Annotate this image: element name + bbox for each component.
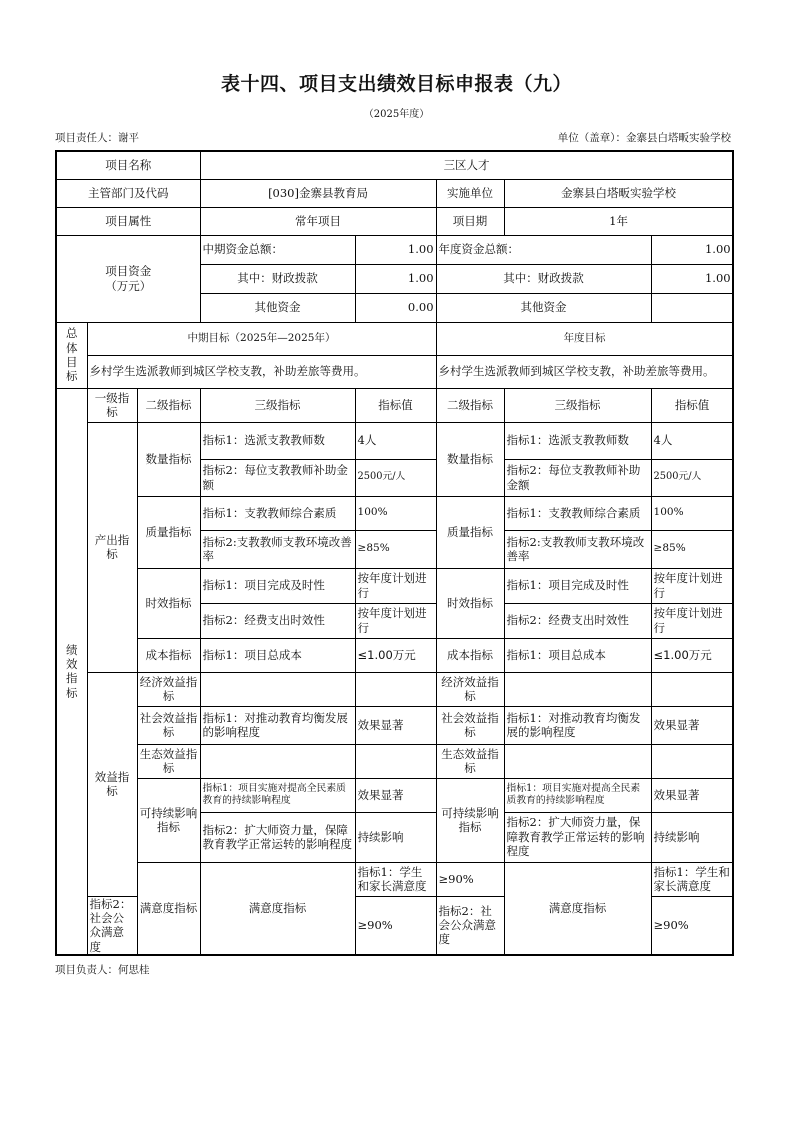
cost-label-right: 成本指标: [436, 638, 504, 672]
empty-cell: [651, 672, 733, 706]
indicator-value: 4人: [355, 422, 436, 459]
indicator-name: 指标1：学生和家长满意度: [355, 862, 436, 896]
benefit-label: 效益指标: [87, 672, 137, 896]
empty-cell: [651, 744, 733, 778]
project-name: 三区人才: [200, 151, 733, 179]
social-label-right: 社会效益指标: [436, 706, 504, 744]
mid-goal-text: 乡村学生选派教师到城区学校支教，补助差旅等费用。: [87, 355, 436, 388]
indicator-name-right: 指标1：项目完成及时性: [504, 568, 651, 603]
indicator-name: 指标1：项目实施对提高全民素质教育的持续影响程度: [200, 778, 355, 812]
mid-other-label: 其他资金: [200, 293, 355, 322]
indicator-value-right: 持续影响: [651, 812, 733, 862]
satisfaction-l1-label: 满意度指标: [137, 862, 200, 955]
project-lead: 项目负责人：何思桂: [55, 964, 150, 976]
header-level3: 三级指标: [200, 388, 355, 422]
dept-label: 主管部门及代码: [56, 179, 200, 207]
empty-cell: [355, 672, 436, 706]
timeliness-label-right: 时效指标: [436, 568, 504, 638]
impl-value: 金寨县白塔畈实验学校: [504, 179, 733, 207]
year-total: 1.00: [651, 235, 733, 264]
mid-total: 1.00: [355, 235, 436, 264]
header-value: 指标值: [355, 388, 436, 422]
satisfaction-l2-label: 满意度指标: [200, 862, 355, 955]
header-level2: 二级指标: [137, 388, 200, 422]
responsible-person: 项目责任人：谢平: [55, 132, 139, 144]
empty-cell: [200, 744, 355, 778]
indicator-value-right: ≤1.00万元: [651, 638, 733, 672]
indicator-name: 指标1：项目总成本: [200, 638, 355, 672]
year-goal-text: 乡村学生选派教师到城区学校支教，补助差旅等费用。: [436, 355, 733, 388]
header-level3-right: 三级指标: [504, 388, 651, 422]
indicators-label: 绩 效 指 标: [56, 388, 87, 955]
ecological-label-right: 生态效益指标: [436, 744, 504, 778]
indicator-value-right: ≥85%: [651, 530, 733, 568]
indicator-value: 100%: [355, 496, 436, 530]
indicator-name-right: 指标2：扩大师资力量，保障教育教学正常运转的影响程度: [504, 812, 651, 862]
sustainable-label: 可持续影响指标: [137, 778, 200, 862]
indicator-name: 指标1：支教教师综合素质: [200, 496, 355, 530]
indicator-name: 指标1：对推动教育均衡发展的影响程度: [200, 706, 355, 744]
indicator-name: 指标2:支教教师支教环境改善率: [200, 530, 355, 568]
indicator-value-right: 效果显著: [651, 778, 733, 812]
header-level1: 一级指标: [87, 388, 137, 422]
social-label: 社会效益指标: [137, 706, 200, 744]
economic-label: 经济效益指标: [137, 672, 200, 706]
indicator-value: 效果显著: [355, 706, 436, 744]
period-value: 1年: [504, 207, 733, 235]
output-label: 产出指标: [87, 422, 137, 672]
performance-table: [55, 150, 734, 956]
quantity-label-right: 数量指标: [436, 422, 504, 496]
indicator-value: ≥85%: [355, 530, 436, 568]
indicator-value-right: 100%: [651, 496, 733, 530]
mid-other: 0.00: [355, 293, 436, 322]
ecological-label: 生态效益指标: [137, 744, 200, 778]
page-title: 表十四、项目支出绩效目标申报表（九）: [220, 73, 572, 95]
impl-label: 实施单位: [436, 179, 504, 207]
indicator-name-right: 指标2：经费支出时效性: [504, 603, 651, 638]
attr-value: 常年项目: [200, 207, 436, 235]
satisfaction-label-right: 满意度指标: [504, 862, 651, 955]
indicator-value-right: 4人: [651, 422, 733, 459]
indicator-name: 指标2：经费支出时效性: [200, 603, 355, 638]
indicator-name: 指标2：扩大师资力量，保障教育教学正常运转的影响程度: [200, 812, 355, 862]
year-fiscal: 1.00: [651, 264, 733, 293]
indicator-value: 按年度计划进行: [355, 603, 436, 638]
year-label: （2025年度）: [363, 109, 430, 120]
year-other: [651, 293, 733, 322]
indicator-value: ≥90%: [355, 896, 436, 955]
quality-label-right: 质量指标: [436, 496, 504, 568]
indicator-value-right: ≥90%: [651, 896, 733, 955]
indicator-value: 效果显著: [355, 778, 436, 812]
indicator-value-right: 2500元/人: [651, 459, 733, 496]
mid-total-label: 中期资金总额：: [200, 235, 355, 264]
overall-label: 总 体 目 标: [56, 322, 87, 388]
indicator-name-right: 指标1：学生和家长满意度: [651, 862, 733, 896]
indicator-value: ≥90%: [436, 862, 504, 896]
indicator-value: 2500元/人: [355, 459, 436, 496]
mid-goal-header: 中期目标（2025年—2025年）: [87, 322, 436, 355]
indicator-name-right: 指标2：每位支教教师补助金额: [504, 459, 651, 496]
year-other-label: 其他资金: [436, 293, 651, 322]
indicator-value-right: 按年度计划进行: [651, 568, 733, 603]
indicator-value: ≤1.00万元: [355, 638, 436, 672]
header-value-right: 指标值: [651, 388, 733, 422]
indicator-name-right: 指标1：对推动教育均衡发展的影响程度: [504, 706, 651, 744]
empty-cell: [200, 672, 355, 706]
empty-cell: [504, 672, 651, 706]
project-name-label: 项目名称: [56, 151, 200, 179]
year-total-label: 年度资金总额：: [436, 235, 651, 264]
indicator-name: 指标1：选派支教教师数: [200, 422, 355, 459]
indicator-value-right: 按年度计划进行: [651, 603, 733, 638]
period-label: 项目期: [436, 207, 504, 235]
empty-cell: [504, 744, 651, 778]
cost-label: 成本指标: [137, 638, 200, 672]
indicator-name-right: 指标1：项目总成本: [504, 638, 651, 672]
year-goal-header: 年度目标: [436, 322, 733, 355]
year-fiscal-label: 其中：财政拨款: [436, 264, 651, 293]
mid-fiscal: 1.00: [355, 264, 436, 293]
mid-fiscal-label: 其中：财政拨款: [200, 264, 355, 293]
indicator-value: 持续影响: [355, 812, 436, 862]
empty-cell: [355, 744, 436, 778]
unit-label: 单位（盖章）：金寨县白塔畈实验学校: [557, 132, 731, 144]
indicator-name-right: 指标1：选派支教教师数: [504, 422, 651, 459]
timeliness-label: 时效指标: [137, 568, 200, 638]
quantity-label: 数量指标: [137, 422, 200, 496]
economic-label-right: 经济效益指标: [436, 672, 504, 706]
quality-label: 质量指标: [137, 496, 200, 568]
indicator-value: 按年度计划进行: [355, 568, 436, 603]
indicator-name-right: 指标1：项目实施对提高全民素质教育的持续影响程度: [504, 778, 651, 812]
attr-label: 项目属性: [56, 207, 200, 235]
indicator-value-right: 效果显著: [651, 706, 733, 744]
indicator-name-right: 指标1：支教教师综合素质: [504, 496, 651, 530]
indicator-name-right: 指标2:支教教师支教环境改善率: [504, 530, 651, 568]
dept-value: [030]金寨县教育局: [200, 179, 436, 207]
indicator-name: 指标2：社会公众满意度: [87, 896, 137, 955]
sustainable-label-right: 可持续影响指标: [436, 778, 504, 862]
indicator-name: 指标1：项目完成及时性: [200, 568, 355, 603]
header-level2-right: 二级指标: [436, 388, 504, 422]
funds-label: 项目资金 （万元）: [56, 235, 200, 322]
indicator-name: 指标2：每位支教教师补助金额: [200, 459, 355, 496]
indicator-name-right: 指标2：社会公众满意度: [436, 896, 504, 955]
